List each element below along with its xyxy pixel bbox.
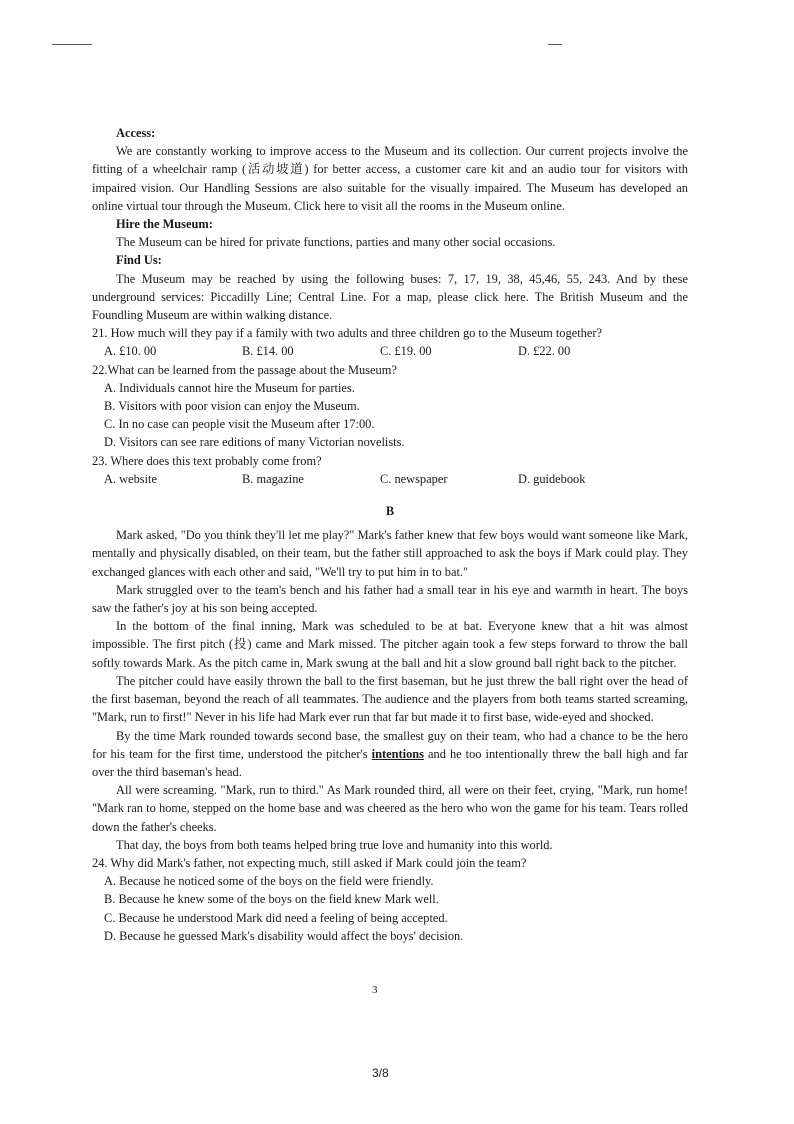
passage-b-paragraph-3: In the bottom of the final inning, Mark was scheduled to be at bat. Everyone knew that a hit was almost impossible. The first pitch (投) came and Mark missed. The pitcher again took a few steps forward to throw the ball softly towards Mark. As the pitch came in, Mark swung at the ball and hit a slow ground ball right back to the pitcher. (92, 619, 688, 670)
q24-option-c[interactable]: C. Because he understood Mark did need a feeling of being accepted. (104, 910, 448, 925)
passage-b-paragraph-6: All were screaming. "Mark, run to third." As Mark rounded third, all were on their feet, crying, "Mark, run home! "Mark ran to home, stepped on the home base and was cheered as the hero who won the game for his team. Tears rolled down the father's cheeks. (92, 783, 688, 834)
page-content (92, 124, 688, 945)
q24-option-a[interactable]: A. Because he noticed some of the boys on the field were friendly. (104, 874, 434, 889)
page-footer: 3/8 (372, 1066, 389, 1080)
q24-option-b[interactable]: B. Because he knew some of the boys on the field knew Mark well. (104, 892, 439, 907)
q21-option-d[interactable]: D. £22. 00 (518, 344, 571, 359)
find-text: The Museum may be reached by using the following buses: 7, 17, 19, 38, 45,46, 55, 243. And by these underground services: Piccadilly Line; Central Line. For a map, please click here. The British Museum and the Foundling Museum are within walking distance. (92, 271, 688, 323)
q24-option-d[interactable]: D. Because he guessed Mark's disability would affect the boys' decision. (104, 928, 464, 943)
access-text: We are constantly working to improve access to the Museum and its collection. Our current projects involve the fitting of a wheelchair ramp (活动坡道) for better access, a customer care kit and an audio tour for visitors with impaired vision. Our Handling Sessions are also suitable for the visually impaired. The Museum has developed an online virtual tour through the Museum. Click here to visit all the rooms in the Museum online. (92, 144, 688, 213)
section-b-label: B (385, 504, 395, 519)
q23-option-d[interactable]: D. guidebook (518, 471, 586, 486)
q22-option-d[interactable]: D. Visitors can see rare editions of many Victorian novelists. (104, 435, 405, 450)
passage-b-paragraph-4: The pitcher could have easily thrown the ball to the first baseman, but he just threw the ball right over the head of the first baseman, beyond the reach of all teammates. The audience and the players from both teams started screaming, "Mark, run to first!" Never in his life had Mark ever run that far but made it to first base, wide-eyed and shocked. (92, 673, 688, 725)
passage-b-paragraph-7: That day, the boys from both teams helped bring true love and humanity into this world. (116, 837, 553, 852)
top-right-mark (548, 44, 562, 45)
question-24: 24. Why did Mark's father, not expecting much, still asked if Mark could join the team? (92, 855, 527, 870)
q23-option-a[interactable]: A. website (104, 471, 157, 486)
passage-b-paragraph-2: Mark struggled over to the team's bench and his father had a small tear in his eye and warmth in heart. The boys saw the father's joy at his son being accepted. (92, 582, 688, 616)
q22-option-c[interactable]: C. In no case can people visit the Museum after 17:00. (104, 417, 375, 432)
p5-text-before: By the time Mark rounded towards second base, the smallest guy on their team, who had a chance to be the hero for his team for the first time, understood the pitcher's (92, 728, 688, 761)
q23-option-b[interactable]: B. magazine (242, 471, 304, 486)
access-heading: Access: (116, 126, 156, 140)
question-22: 22.What can be learned from the passage about the Museum? (92, 362, 397, 377)
hire-text: The Museum can be hired for private functions, parties and many other social occasions. (116, 235, 556, 250)
q22-option-a[interactable]: A. Individuals cannot hire the Museum for parties. (104, 380, 355, 395)
hire-heading: Hire the Museum: (116, 217, 213, 232)
q22-option-b[interactable]: B. Visitors with poor vision can enjoy the Museum. (104, 399, 360, 414)
page-number: 3 (372, 984, 378, 996)
passage-b-paragraph-1: Mark asked, "Do you think they'll let me play?" Mark's father knew that few boys would want someone like Mark, mentally and physically disabled, on their team, but the father still approached to ask the boys if Mark could play. They exchanged glances with each other and said, "We'll try to put him in to bat." (92, 528, 688, 579)
passage-b-paragraph-5 (92, 727, 688, 782)
question-23: 23. Where does this text probably come from? (92, 453, 322, 468)
q21-option-b[interactable]: B. £14. 00 (242, 344, 294, 359)
underlined-word-intentions: intentions (371, 746, 424, 761)
top-left-mark (52, 44, 92, 45)
q21-option-c[interactable]: C. £19. 00 (380, 344, 432, 359)
q21-option-a[interactable]: A. £10. 00 (104, 344, 157, 359)
q23-option-c[interactable]: C. newspaper (380, 471, 448, 486)
question-23-options (104, 470, 688, 488)
find-heading: Find Us: (116, 253, 162, 268)
question-21-options (104, 342, 688, 360)
p5-text-after: and he too intentionally threw the ball high and far over the third baseman's head. (92, 746, 688, 779)
question-21: 21. How much will they pay if a family with two adults and three children go to the Museum together? (92, 326, 602, 341)
